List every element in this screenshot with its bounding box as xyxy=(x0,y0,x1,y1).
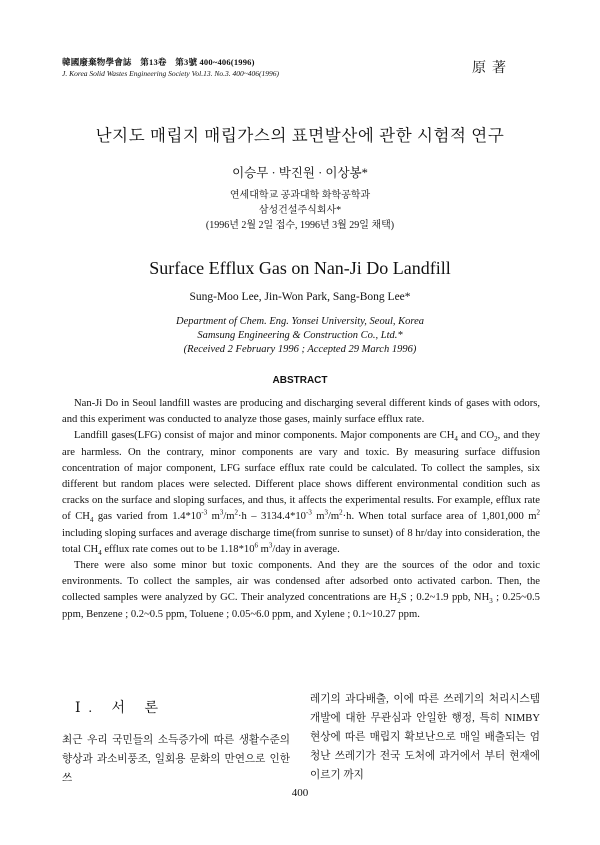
journal-citation-english: J. Korea Solid Wastes Engineering Society Vol.13. No.3. 400~406(1996) xyxy=(62,69,280,78)
dates-english: (Received 2 February 1996 ; Accepted 29 March 1996) xyxy=(183,344,417,355)
title-korean: 난지도 매립지 매립가스의 표면발산에 관한 시험적 연구 xyxy=(95,126,505,145)
page-number: 400 xyxy=(291,787,309,799)
authors-english: Sung-Moo Lee, Jin-Won Park, Sang-Bong Lee* xyxy=(189,291,411,303)
dates-korean: (1996년 2월 2일 접수, 1996년 3월 29일 채택) xyxy=(205,220,395,231)
affiliation-english-line-2: Samsung Engineering & Construction Co., Ltd.* xyxy=(197,330,403,341)
affiliation-english-line-1: Department of Chem. Eng. Yonsei University, Seoul, Korea xyxy=(176,316,424,327)
title-english: Surface Efflux Gas on Nan-Ji Do Landfill xyxy=(149,258,451,278)
body-column-left: 최근 우리 국민들의 소득증가에 따른 생활수준의 향상과 과소비풍조, 일회용 문화의 만연으로 인한 쓰 xyxy=(62,735,290,784)
journal-citation-korean: 韓國廢棄物學會誌 第13卷 第3號 400~406(1996) xyxy=(62,57,255,67)
article-type-label: 原著 xyxy=(472,61,512,76)
abstract-body xyxy=(62,396,540,623)
authors-korean: 이승무 · 박진원 · 이상봉* xyxy=(232,166,368,180)
abstract-paragraph-3: There were also some minor but toxic components. And they are the sources of the odor and toxic environments. To collect the samples, air was condensed after adsorbed onto activated carbon. Then, the collected samples were analyzed by GC. Their analyzed concentrations are $H_2S$ ; 0.2~1.9 ppb, $NH_3$ ; 0.25~0.5 ppm, Benzene ; 0.2~0.5 ppm, Toluene ; 0.05~6.0 ppm, and Xylene ; 0.1~10.27 ppm. xyxy=(62,560,540,620)
section-heading-introduction: Ⅰ. 서 론 xyxy=(75,701,167,716)
body-column-right: 레기의 과다배출, 이에 따른 쓰레기의 처리시스템 개발에 대한 무관심과 안일한 행정, 특히 NIMBY 현상에 따른 매립지 확보난으로 매일 배출되는 엄청난 쓰레기가 전국 도처에 과거에서 부터 현재에 이르기 까지 xyxy=(310,694,540,781)
abstract-paragraph-1: Nan-Ji Do in Seoul landfill wastes are producing and discharging several different kinds of gases with odors, and this experiment was conducted to analyze those gases, mainly surface efflux rate. xyxy=(62,398,540,426)
affiliation-korean-line-2: 삼성건설주식회사* xyxy=(258,205,342,216)
affiliation-english xyxy=(0,315,600,357)
abstract-paragraph-2: Landfill gases(LFG) consist of major and minor components. Major components are $CH_4$ and $CO_2$, and they are harmless. On the contrary, minor components are vary and toxic. By measuring surface diffusion concentration of major component, LFG surface efflux rate could be calculated. To collect the samples, six different but random places were selected. Different place shows different environmental condition such as cracks on the surface and sloping surfaces, and thus, it affects the experimental results. For example, efflux rate of $CH_4$ gas varied from $1.4*10^{-3}$ $m^3/m^2\cdot h - 3134.4*10^{-3}$ $m^3/m^2\cdot h$. When total surface area of 1,801,000 $m^2$ including sloping surfaces and average discharge time(from sunrise to sunset) of 8 hr/day into consideration, the total $CH_4$ efflux rate comes out to be $1.18*10^6$ $m^3$/day in average. xyxy=(62,430,540,557)
affiliation-korean-line-1: 연세대학교 공과대학 화학공학과 xyxy=(229,190,371,201)
affiliation-korean xyxy=(0,188,600,233)
abstract-heading: ABSTRACT xyxy=(272,375,328,386)
